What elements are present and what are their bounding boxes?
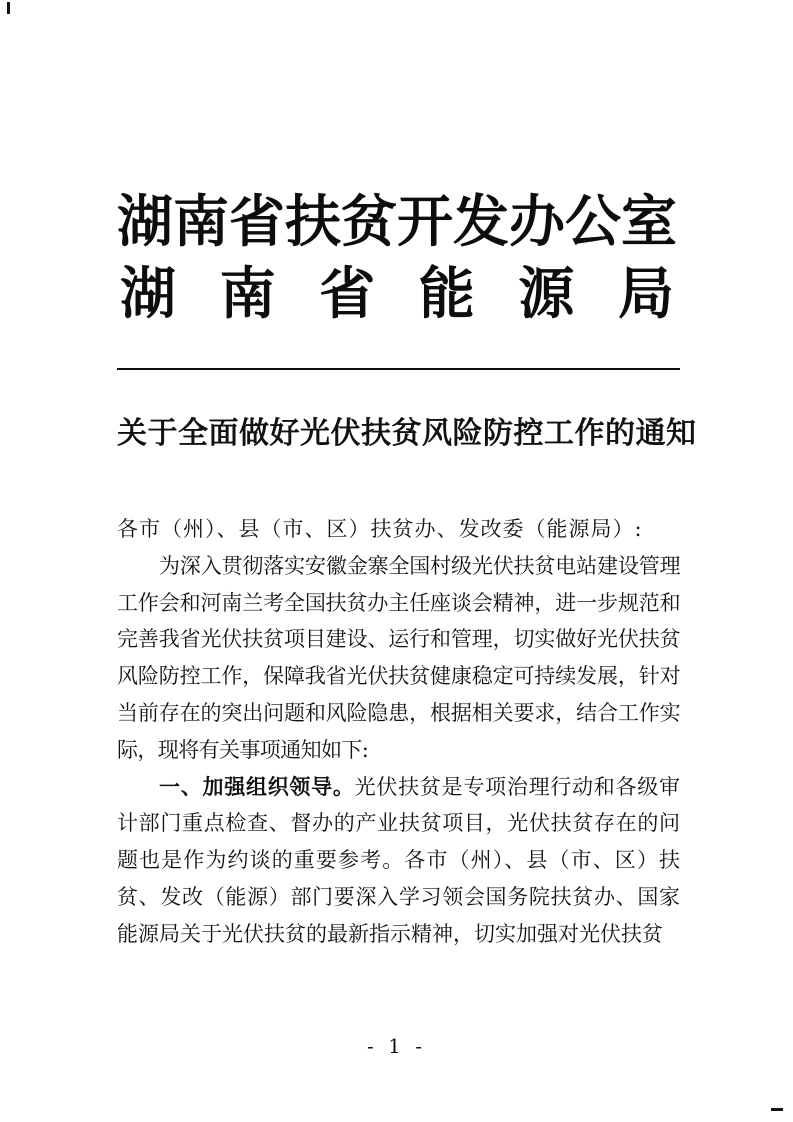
paragraph: 为深入贯彻落实安徽金寨全国村级光伏扶贫电站建设管理工作会和河南兰考全国扶贫办主任座谈会精神，进一步规范和完善我省光伏扶贫项目建设、运行和管理，切实做好光伏扶贫风险防控工作，保障我省光伏扶贫健康稳定可持续发展，针对当前存在的突出问题和风险隐患，根据相关要求，结合工作实际，现将有关事项通知如下: — [117, 553, 680, 762]
org-char: 室 — [621, 190, 677, 255]
org-name-poverty-office — [117, 188, 677, 258]
scan-mark — [7, 2, 10, 14]
org-char: 源 — [518, 262, 575, 327]
org-char: 办 — [509, 190, 565, 255]
org-char: 扶 — [285, 190, 341, 255]
org-char: 局 — [617, 262, 674, 327]
document-title: 关于全面做好光伏扶贫风险防控工作的通知 — [117, 416, 697, 451]
header-divider — [117, 368, 680, 370]
section-text: 光伏扶贫是专项治理行动和各级审计部门重点检查、督办的产业扶贫项目，光伏扶贫存在的问题也是作为约谈的重要参考。各市（州）、县（市、区）扶贫、发改（能源）部门要深入学习领会国务院扶贫办、国家能源局关于光伏扶贫的最新指示精神，切实加强对光伏扶贫 — [117, 774, 681, 946]
section-paragraph — [117, 769, 680, 953]
issuing-organizations-header — [117, 188, 677, 330]
org-char: 贫 — [341, 190, 397, 255]
org-char: 南 — [173, 190, 229, 255]
org-char: 省 — [319, 262, 376, 327]
page-number: - 1 - — [367, 1034, 426, 1058]
org-char: 能 — [418, 262, 475, 327]
document-body — [117, 511, 680, 953]
org-char: 公 — [565, 190, 621, 255]
org-char: 南 — [219, 262, 276, 327]
org-char: 省 — [229, 190, 285, 255]
org-char: 湖 — [117, 190, 173, 255]
org-char: 发 — [453, 190, 509, 255]
scan-mark — [771, 1108, 783, 1111]
salutation: 各市（州）、县（市、区）扶贫办、发改委（能源局）: — [117, 517, 643, 541]
section-heading: 一、加强组织领导。 — [159, 773, 355, 799]
org-name-energy-bureau — [117, 260, 677, 330]
org-char: 湖 — [120, 262, 176, 327]
org-char: 开 — [397, 190, 453, 255]
